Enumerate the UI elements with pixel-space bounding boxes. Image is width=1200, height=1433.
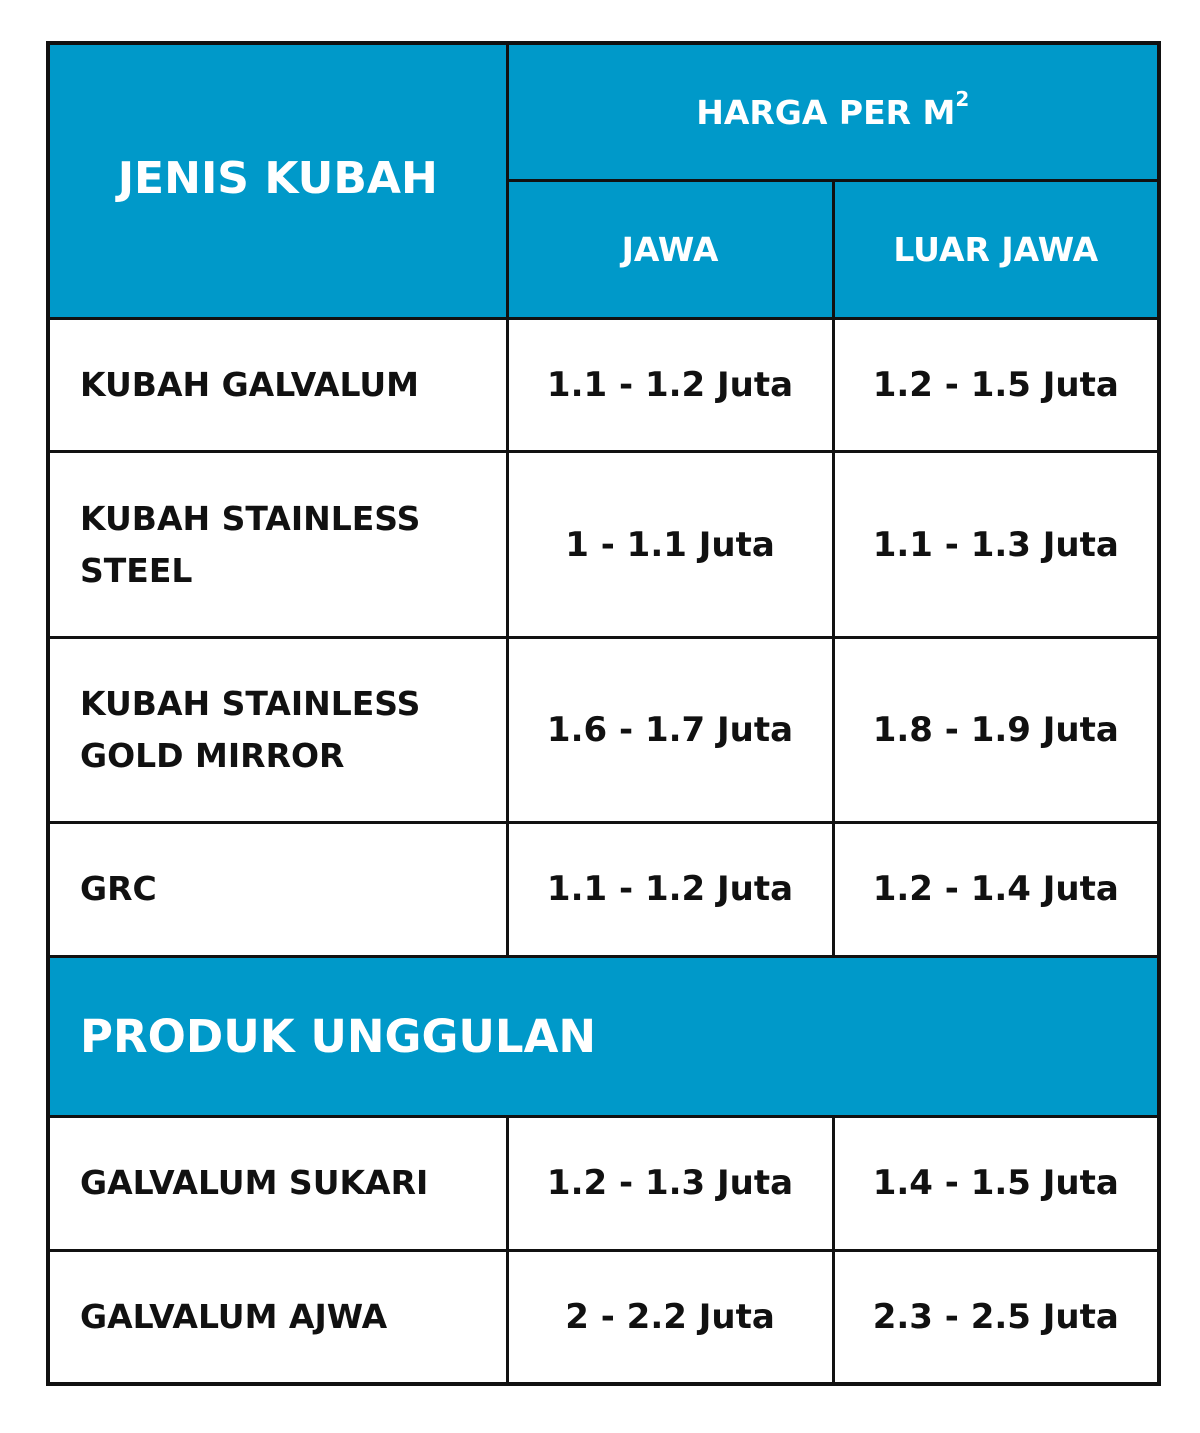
table-row bbox=[48, 452, 1159, 637]
table-row bbox=[48, 1250, 1159, 1384]
dome-type-name: GALVALUM SUKARI bbox=[48, 1116, 507, 1250]
java-region-header: JAWA bbox=[507, 181, 833, 318]
dome-type-name bbox=[48, 452, 507, 637]
dome-type-name bbox=[48, 637, 507, 822]
price-outside-java: 1.8 - 1.9 Juta bbox=[833, 637, 1159, 822]
price-outside-java: 1.4 - 1.5 Juta bbox=[833, 1116, 1159, 1250]
name-line: KUBAH STAINLESS bbox=[80, 498, 421, 538]
price-outside-java: 1.1 - 1.3 Juta bbox=[833, 452, 1159, 637]
dome-type-name: KUBAH GALVALUM bbox=[48, 318, 507, 452]
dome-type-name: GALVALUM AJWA bbox=[48, 1250, 507, 1384]
name-line: KUBAH STAINLESS bbox=[80, 683, 421, 723]
name-line: GOLD MIRROR bbox=[80, 735, 345, 775]
price-per-m2-header bbox=[507, 43, 1159, 181]
price-outside-java: 1.2 - 1.5 Juta bbox=[833, 318, 1159, 452]
featured-section-title: PRODUK UNGGULAN bbox=[48, 956, 1159, 1116]
price-header-label: HARGA PER M bbox=[696, 92, 956, 132]
price-java: 1 - 1.1 Juta bbox=[507, 452, 833, 637]
price-unit-exponent: 2 bbox=[955, 86, 970, 111]
dome-type-name: GRC bbox=[48, 823, 507, 957]
price-java: 1.1 - 1.2 Juta bbox=[507, 823, 833, 957]
type-column-header: JENIS KUBAH bbox=[48, 43, 507, 318]
featured-section-row bbox=[48, 956, 1159, 1116]
price-outside-java: 1.2 - 1.4 Juta bbox=[833, 823, 1159, 957]
table-row bbox=[48, 823, 1159, 957]
price-java: 1.2 - 1.3 Juta bbox=[507, 1116, 833, 1250]
price-java: 1.6 - 1.7 Juta bbox=[507, 637, 833, 822]
table-row bbox=[48, 318, 1159, 452]
table-row bbox=[48, 637, 1159, 822]
name-line: STEEL bbox=[80, 550, 193, 590]
price-outside-java: 2.3 - 2.5 Juta bbox=[833, 1250, 1159, 1384]
outside-java-region-header: LUAR JAWA bbox=[833, 181, 1159, 318]
price-java: 2 - 2.2 Juta bbox=[507, 1250, 833, 1384]
price-java: 1.1 - 1.2 Juta bbox=[507, 318, 833, 452]
dome-price-table bbox=[46, 41, 1161, 1386]
table-row bbox=[48, 1116, 1159, 1250]
